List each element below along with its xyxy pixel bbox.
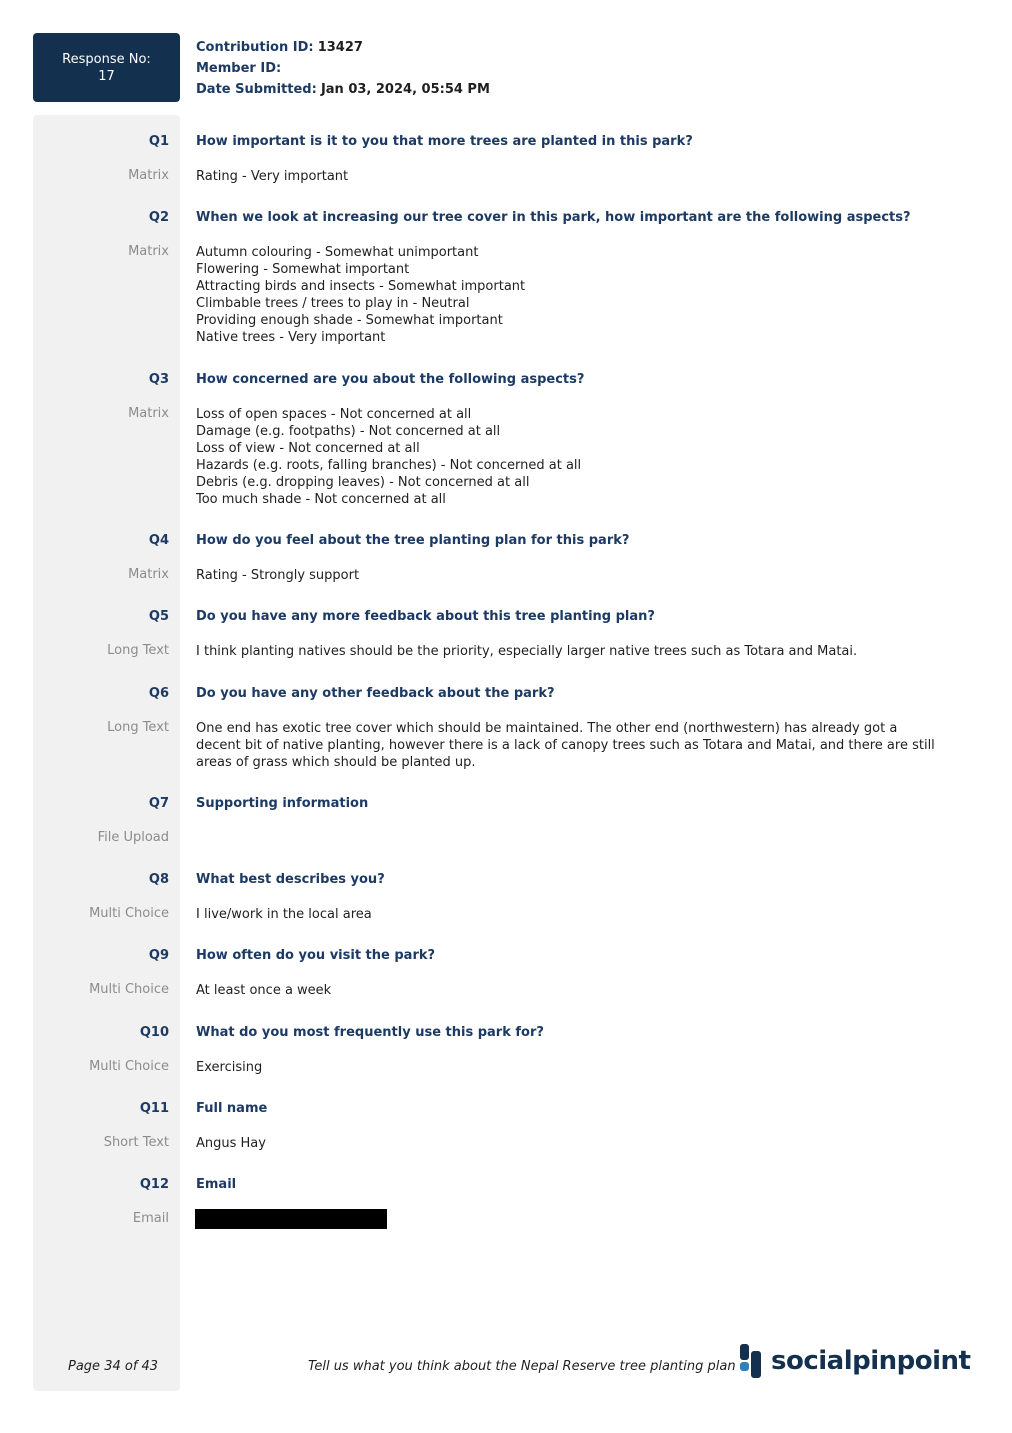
answer-line: Damage (e.g. footpaths) - Not concerned at all — [196, 424, 501, 439]
response-number-badge — [33, 33, 180, 102]
socialpinpoint-logo — [739, 1343, 970, 1379]
answer-line: Attracting birds and insects - Somewhat important — [196, 279, 526, 294]
date-submitted: Jan 03, 2024, 05:54 PM — [320, 82, 490, 97]
answer-line: Native trees - Very important — [196, 330, 386, 345]
question-title: How do you feel about the tree planting plan for this park? — [196, 533, 630, 548]
answer-line: I live/work in the local area — [196, 907, 372, 922]
redacted-email-block — [195, 1209, 387, 1229]
question-title: Email — [196, 1177, 237, 1192]
question-answer — [196, 906, 372, 923]
response-number: 17 — [98, 68, 115, 84]
answer-line: Providing enough shade - Somewhat important — [196, 313, 503, 328]
question-number: Q9 — [148, 948, 169, 963]
answer-line: Autumn colouring - Somewhat unimportant — [196, 245, 479, 260]
question-title: Supporting information — [196, 796, 369, 811]
answer-line: Climbable trees / trees to play in - Neutral — [196, 296, 470, 311]
answer-line: Exercising — [196, 1060, 263, 1075]
submission-meta — [196, 37, 490, 100]
question-number: Q4 — [148, 533, 169, 548]
answer-line: Too much shade - Not concerned at all — [196, 492, 446, 507]
question-answer — [196, 720, 936, 771]
question-title: How often do you visit the park? — [196, 948, 436, 963]
answer-line: One end has exotic tree cover which should be maintained. The other end (northwestern) has already got a decent bit of native planting, however there is a lack of canopy trees such as Totara and Matai, and there are still areas of grass which should be planted up. — [196, 721, 935, 770]
question-number: Q6 — [148, 686, 169, 701]
question-answer — [196, 982, 331, 999]
question-type: Long Text — [107, 643, 169, 658]
question-title: How concerned are you about the following aspects? — [196, 372, 585, 387]
question-number: Q5 — [148, 609, 169, 624]
response-label: Response No: — [62, 51, 151, 67]
pinpoint-logo-icon — [739, 1343, 763, 1379]
question-title: What best describes you? — [196, 872, 385, 887]
question-answer — [196, 643, 936, 660]
question-sidebar — [33, 115, 180, 1391]
question-number: Q3 — [148, 372, 169, 387]
answer-line: Rating - Strongly support — [196, 568, 360, 583]
question-title: When we look at increasing our tree cover in this park, how important are the following aspects? — [196, 210, 911, 225]
question-answer — [196, 1059, 262, 1076]
question-number: Q10 — [139, 1025, 169, 1040]
question-type: Multi Choice — [89, 982, 169, 997]
answer-line: Loss of view - Not concerned at all — [196, 441, 420, 456]
footer-title: Tell us what you think about the Nepal Reserve tree planting plan — [308, 1359, 736, 1374]
question-type: Matrix — [128, 244, 169, 259]
question-number: Q11 — [139, 1101, 169, 1116]
answer-line: At least once a week — [196, 983, 332, 998]
answer-line: Rating - Very important — [196, 169, 349, 184]
question-title: Full name — [196, 1101, 268, 1116]
contribution-label: Contribution ID: — [196, 40, 314, 55]
question-answer — [196, 1135, 266, 1152]
question-title: How important is it to you that more trees are planted in this park? — [196, 134, 693, 149]
contribution-id: 13427 — [317, 40, 363, 55]
question-answer — [196, 567, 359, 584]
logo-text: socialpinpoint — [771, 1346, 971, 1376]
question-type: Short Text — [103, 1135, 169, 1150]
question-title: Do you have any more feedback about this tree planting plan? — [196, 609, 655, 624]
question-type: Matrix — [128, 567, 169, 582]
question-title: Do you have any other feedback about the park? — [196, 686, 555, 701]
member-label: Member ID: — [196, 61, 282, 76]
question-title: What do you most frequently use this park for? — [196, 1025, 544, 1040]
question-number: Q12 — [139, 1177, 169, 1192]
question-type: Long Text — [107, 720, 169, 735]
question-answer — [196, 168, 348, 185]
answer-line: I think planting natives should be the priority, especially larger native trees such as Totara and Matai. — [196, 644, 858, 659]
date-label: Date Submitted: — [196, 82, 317, 97]
page-number: Page 34 of 43 — [68, 1359, 159, 1374]
answer-line: Debris (e.g. dropping leaves) - Not concerned at all — [196, 475, 530, 490]
question-number: Q7 — [148, 796, 169, 811]
question-number: Q8 — [148, 872, 169, 887]
answer-line: Flowering - Somewhat important — [196, 262, 410, 277]
question-number: Q1 — [148, 134, 169, 149]
answer-line: Angus Hay — [196, 1136, 266, 1151]
answer-line: Loss of open spaces - Not concerned at all — [196, 407, 472, 422]
question-type: Multi Choice — [89, 906, 169, 921]
question-type: Email — [132, 1211, 169, 1226]
question-type: Matrix — [128, 168, 169, 183]
question-number: Q2 — [148, 210, 169, 225]
question-type: Multi Choice — [89, 1059, 169, 1074]
question-answer — [196, 406, 581, 508]
answer-line: Hazards (e.g. roots, falling branches) - Not concerned at all — [196, 458, 582, 473]
question-type: Matrix — [128, 406, 169, 421]
question-type: File Upload — [97, 830, 169, 845]
question-answer — [196, 244, 525, 346]
